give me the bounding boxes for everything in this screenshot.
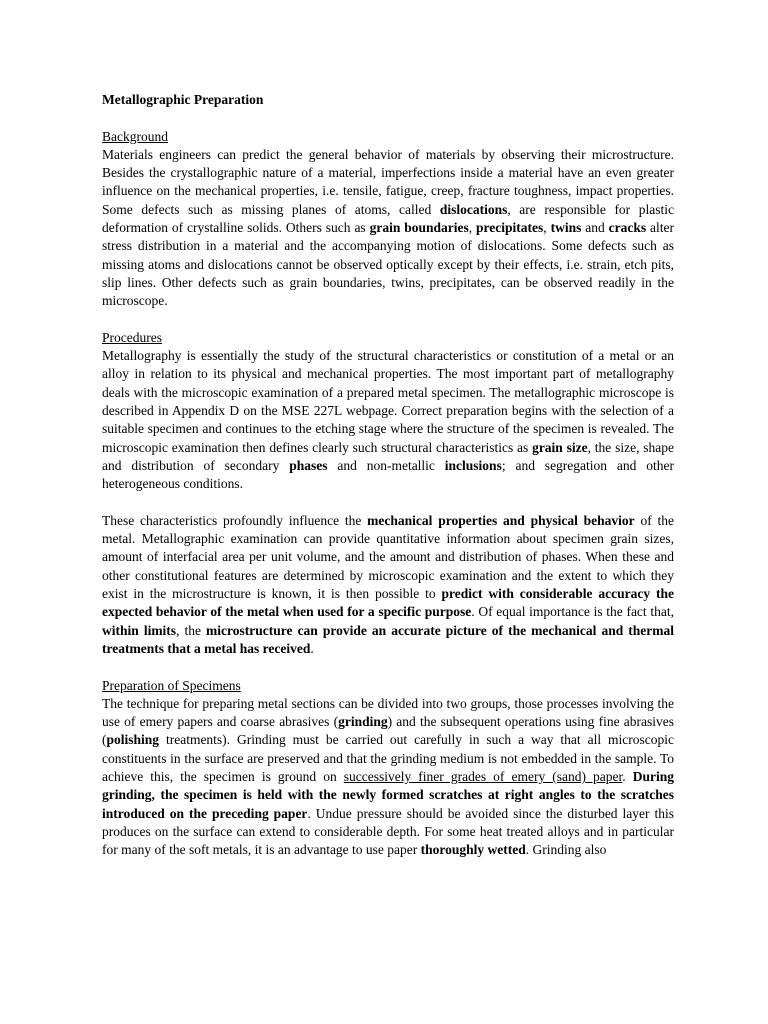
text-run: ,: [468, 220, 477, 236]
section-heading: Preparation of Specimens: [102, 677, 241, 693]
bold-text: within limits: [102, 622, 177, 638]
bold-text: phases: [289, 457, 328, 473]
bold-text: dislocations: [439, 201, 508, 217]
bold-text: During grinding, the specimen is held with the newly formed scratches at right angles to the scratches introduced on the preceding paper: [102, 768, 674, 821]
text-run: . Undue pressure should be avoided since the disturbed layer this produces on the surface can extend to considerable depth. For some heat treated alloys and in particular for many of the soft metals, it is an advantage to use paper: [102, 805, 675, 858]
text-run: of the metal. Metallographic examination can provide quantitative information about specimen grain sizes, amount of interfacial area per unit volume, and the amount and distribution of phases. When these and other constitutional features are determined by microscopic examination and the extent to which they exist in the microstructure is known, it is then possible to: [102, 512, 674, 602]
bold-text: twins: [550, 220, 582, 236]
text-run: , are responsible for plastic deformation of crystalline solids. Others such as: [102, 201, 675, 236]
bold-text: grinding: [338, 714, 388, 730]
text-run: alter stress distribution in a material and the accompanying motion of dislocations. Some defects such as missing atoms and dislocations cannot be observed optically except by their effects, i.e. strain, etch pits, slip lines. Other defects such as grain boundaries, twins, precipitates, can be observed readily in the microscope.: [102, 220, 675, 309]
section-heading: Procedures: [102, 329, 162, 345]
bold-text: precipitates: [476, 220, 544, 236]
text-run: Metallography is essentially the study of the structural characteristics or constitution of a metal or an alloy in relation to its physical and mechanical properties. The most important part of metallography deals with the microscopic examination of a prepared metal specimen. The metallographic microscope is described in Appendix D on the MSE 227L webpage. Correct preparation begins with the selection of a suitable specimen and continues to the etching stage where the structure of the specimen is revealed. The microscopic examination then defines clearly such structural characteristics as: [102, 348, 674, 455]
text-run: ) and the subsequent operations using fine abrasives (: [102, 714, 674, 748]
text-run: ; and segregation and other heterogeneous conditions.: [102, 457, 675, 492]
text-run: . Of equal importance is the fact that,: [471, 604, 674, 620]
text-run: Materials engineers can predict the general behavior of materials by observing their microstructure. Besides the crystallographic nature of a material, imperfections inside a material have an even greater influence on the mechanical properties, i.e. tensile, fatigue, creep, fracture toughness, impact properties. Some defects such as missing planes of atoms, called: [102, 146, 674, 217]
underlined-text: successively finer grades of emery (sand) paper: [343, 768, 623, 784]
text-run: , the size, shape and distribution of secondary: [102, 439, 674, 473]
section-paragraph: [102, 512, 674, 658]
text-run: .: [622, 768, 633, 784]
text-run: . Grinding also: [525, 842, 607, 858]
bold-text: inclusions: [444, 457, 502, 473]
bold-text: microstructure can provide an accurate picture of the mechanical and thermal treatments that a metal has received: [102, 622, 674, 656]
bold-text: cracks: [608, 220, 647, 236]
text-run: ,: [543, 220, 551, 236]
document-title: Metallographic Preparation: [102, 92, 264, 107]
text-run: and non-metallic: [327, 457, 445, 473]
document-body: [102, 91, 674, 878]
text-run: .: [310, 640, 314, 656]
bold-text: grain boundaries: [369, 220, 469, 236]
text-run: and: [581, 220, 609, 236]
bold-text: thoroughly wetted: [420, 842, 526, 858]
section-paragraph: [102, 695, 674, 860]
section-paragraph: [102, 347, 674, 493]
bold-text: grain size: [532, 439, 588, 455]
text-run: , the: [176, 622, 207, 638]
document-sections: [102, 128, 674, 860]
text-run: treatments). Grinding must be carried out carefully in such a way that all microscopic constituents in the surface are preserved and that the grinding medium is not embedded in the sample. To achieve this, the specimen is ground on: [102, 732, 674, 784]
section-paragraph: [102, 146, 674, 311]
bold-text: polishing: [106, 732, 160, 748]
text-run: The technique for preparing metal sections can be divided into two groups, those processes involving the use of emery papers and coarse abrasives (: [102, 695, 674, 730]
bold-text: mechanical properties and physical behavior: [367, 512, 635, 528]
bold-text: predict with considerable accuracy the expected behavior of the metal when used for a specific purpose: [102, 586, 674, 620]
text-run: These characteristics profoundly influence the: [102, 512, 368, 528]
section-heading: Background: [102, 128, 168, 144]
